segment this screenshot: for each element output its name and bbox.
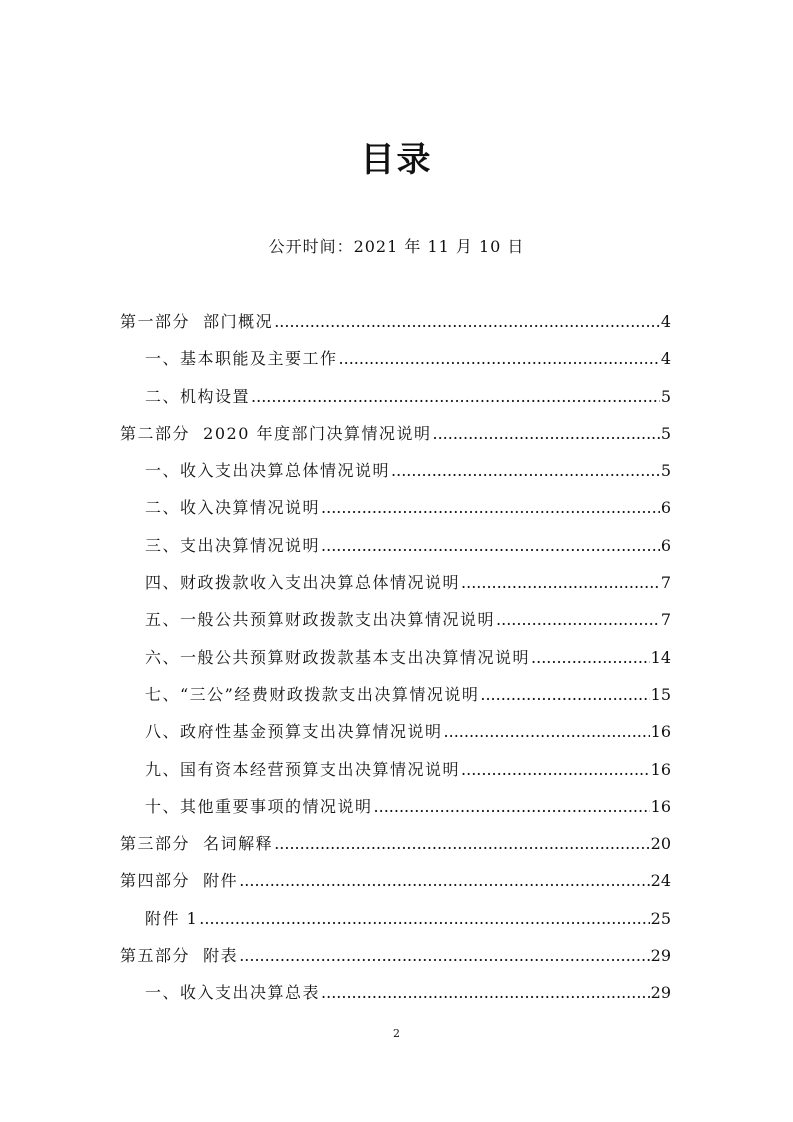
toc-entry[interactable] (120, 421, 671, 458)
toc-entry-label: 一、基本职能及主要工作 (145, 349, 338, 369)
toc-entry-page: 16 (650, 722, 671, 742)
dot-leader (444, 722, 650, 741)
toc-entry-page: 14 (650, 647, 671, 667)
toc-entry-label: 五、一般公共预算财政拨款支出决算情况说明 (145, 610, 496, 630)
toc-entry-page: 29 (650, 983, 671, 1003)
toc-entry-page: 7 (660, 573, 671, 593)
dot-leader (239, 946, 649, 965)
toc-entry-page: 20 (650, 834, 671, 854)
dot-leader (321, 983, 650, 1002)
dot-leader (274, 834, 649, 853)
page-title: 目录 (360, 140, 433, 180)
toc-entry-page: 16 (650, 796, 671, 816)
toc-entry-label: 附件 1 (145, 908, 199, 928)
toc-entry-label: 六、一般公共预算财政拨款基本支出决算情况说明 (145, 647, 531, 667)
toc-entry[interactable] (120, 495, 671, 532)
dot-leader (339, 349, 660, 368)
toc-entry-label: 第五部分 附表 (120, 946, 239, 966)
toc-entry-label: 十、其他重要事项的情况说明 (145, 796, 373, 816)
toc-entry-label: 第四部分 附件 (120, 871, 239, 891)
toc-entry-label: 二、机构设置 (145, 386, 251, 406)
toc-entry-page: 7 (660, 610, 671, 630)
toc-entry[interactable] (120, 943, 671, 980)
toc-entry[interactable] (120, 607, 671, 644)
dot-leader (321, 536, 660, 555)
dot-leader (274, 312, 660, 331)
toc-entry[interactable] (120, 682, 671, 719)
toc-entry[interactable] (120, 570, 671, 607)
dot-leader (480, 685, 649, 704)
dot-leader (374, 797, 650, 816)
dot-leader (531, 648, 650, 667)
toc-entry-label: 七、“三公”经费财政拨款支出决算情况说明 (145, 684, 480, 704)
toc-entry[interactable] (120, 906, 671, 943)
toc-entry-label: 四、财政拨款收入支出决算总体情况说明 (145, 573, 461, 593)
toc-entry[interactable] (120, 831, 671, 868)
toc-entry[interactable] (120, 980, 671, 1017)
toc-entry-page: 4 (660, 349, 671, 369)
dot-leader (432, 424, 659, 443)
table-of-contents (120, 309, 671, 1018)
toc-entry-page: 25 (650, 908, 671, 928)
toc-entry-label: 一、收入支出决算总表 (145, 983, 321, 1003)
dot-leader (239, 871, 649, 890)
toc-entry-page: 5 (660, 423, 671, 443)
toc-entry-page: 15 (650, 684, 671, 704)
toc-entry[interactable] (120, 533, 671, 570)
dot-leader (199, 909, 649, 928)
toc-entry[interactable] (120, 384, 671, 421)
dot-leader (496, 610, 660, 629)
toc-entry-page: 6 (660, 498, 671, 518)
toc-entry-label: 第二部分 2020 年度部门决算情况说明 (120, 423, 432, 443)
toc-entry[interactable] (120, 719, 671, 756)
toc-entry[interactable] (120, 645, 671, 682)
toc-entry-page: 4 (660, 312, 671, 331)
toc-entry-label: 一、收入支出决算总体情况说明 (145, 461, 391, 481)
toc-entry-label: 二、收入决算情况说明 (145, 498, 321, 518)
toc-entry-page: 29 (650, 946, 671, 966)
toc-entry[interactable] (120, 794, 671, 831)
toc-entry-page: 5 (660, 386, 671, 406)
toc-entry[interactable] (120, 458, 671, 495)
toc-entry[interactable] (120, 309, 671, 346)
publish-date: 公开时间：2021 年 11 月 10 日 (268, 237, 525, 256)
dot-leader (461, 573, 660, 592)
page-number: 2 (393, 1027, 400, 1040)
dot-leader (461, 760, 650, 779)
toc-entry-label: 第三部分 名词解释 (120, 834, 274, 854)
toc-entry-label: 九、国有资本经营预算支出决算情况说明 (145, 759, 461, 779)
toc-entry-label: 八、政府性基金预算支出决算情况说明 (145, 722, 443, 742)
toc-entry-label: 第一部分 部门概况 (120, 312, 274, 331)
toc-entry[interactable] (120, 346, 671, 383)
toc-entry-page: 6 (660, 535, 671, 555)
dot-leader (251, 387, 660, 406)
toc-entry-page: 24 (650, 871, 671, 891)
toc-entry-page: 16 (650, 759, 671, 779)
toc-entry[interactable] (120, 757, 671, 794)
dot-leader (321, 498, 660, 517)
toc-entry-label: 三、支出决算情况说明 (145, 535, 321, 555)
toc-entry[interactable] (120, 868, 671, 905)
dot-leader (391, 461, 660, 480)
toc-entry-page: 5 (660, 461, 671, 481)
